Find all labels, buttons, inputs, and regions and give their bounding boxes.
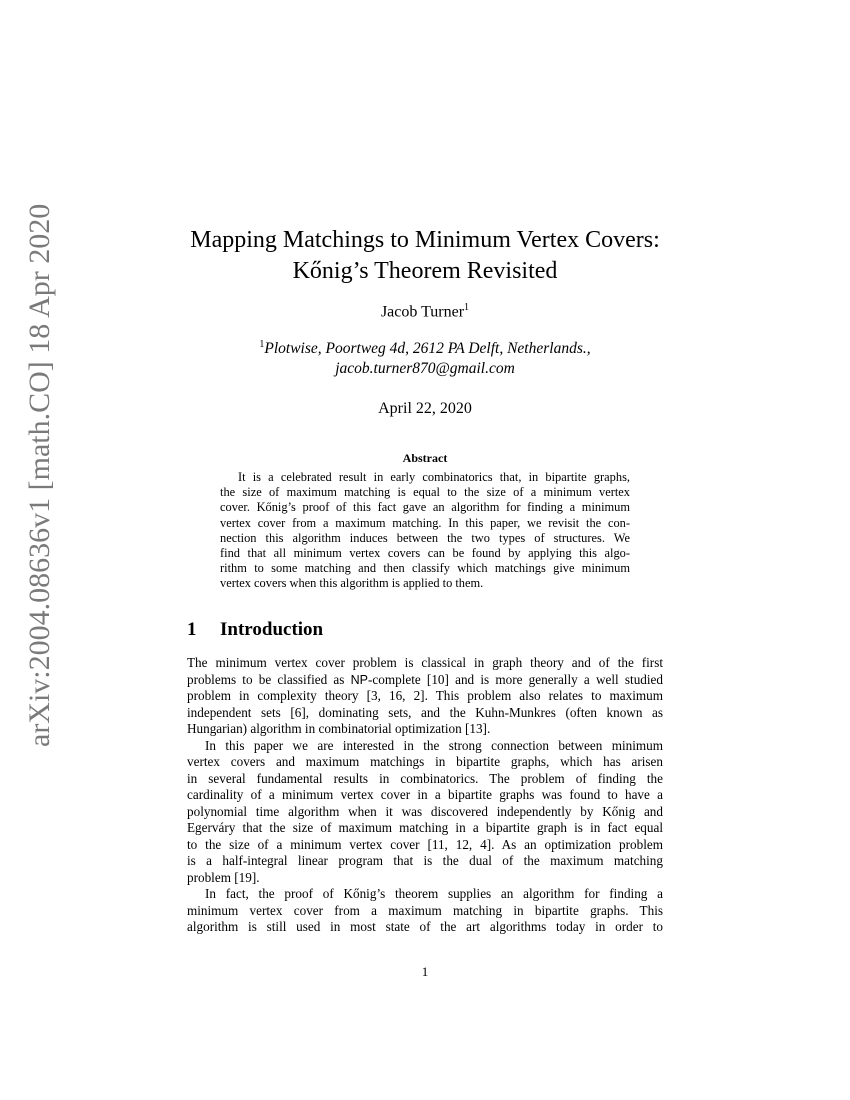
- body-line: problem in complexity theory [3, 16, 2]. This problem also relates to maximum: [187, 688, 663, 703]
- author-name: Jacob Turner: [380, 303, 465, 321]
- body-line: to the size of a minimum vertex cover [11, 12, 4]. As an optimization problem: [187, 836, 663, 852]
- abstract-line: nection this algorithm induces between the two types of structures. We: [220, 530, 630, 545]
- arxiv-identifier-stamp: arXiv:2004.08636v1 [math.CO] 18 Apr 2020: [23, 203, 56, 747]
- abstract-line: rithm to some matching and then classify which matchings give minimum: [220, 561, 630, 576]
- abstract-line: It is a celebrated result in early combinatorics that, in bipartite graphs,: [238, 470, 630, 484]
- body-line: polynomial time algorithm when it was discovered independently by Kőnig and: [187, 803, 663, 819]
- body-line: Hungarian) algorithm in combinatorial optimization [13].: [187, 721, 491, 736]
- section-title: Introduction: [220, 619, 324, 640]
- affiliation-mark: 1: [259, 339, 265, 350]
- body-line: The minimum vertex cover problem is classical in graph theory and of the first: [187, 655, 663, 670]
- body-line: in several fundamental results in combinatorics. The problem of finding the: [187, 770, 663, 786]
- page-number: 1: [421, 964, 429, 979]
- affiliation-address: Plotwise, Poortweg 4d, 2612 PA Delft, Netherlands.,: [264, 340, 591, 358]
- abstract-line: find that all minimum vertex covers can be found by applying this algo-: [220, 546, 630, 561]
- np-term: NP: [350, 672, 368, 687]
- paper-date: April 22, 2020: [378, 400, 472, 417]
- body-line: In this paper we are interested in the strong connection between minimum: [205, 737, 663, 753]
- abstract-line: the size of maximum matching is equal to the size of a minimum vertex: [220, 485, 630, 500]
- body-line: Egerváry that the size of maximum matching in a bipartite graph is in fact equal: [187, 820, 663, 835]
- section-body: [187, 655, 663, 936]
- abstract-line: vertex cover from a maximum matching. In this paper, we revisit the con-: [220, 515, 630, 530]
- body-line: In fact, the proof of Kőnig’s theorem supplies an algorithm for finding a: [205, 886, 663, 901]
- affiliation-email[interactable]: jacob.turner870@gmail.com: [335, 360, 515, 378]
- body-line: cardinality of a minimum vertex cover in a bipartite graphs was found to have a: [187, 787, 663, 802]
- section-heading: [187, 619, 663, 641]
- body-line: problem [19].: [187, 869, 260, 885]
- title-line-2: Kőnig’s Theorem Revisited: [292, 258, 558, 284]
- author: [187, 302, 663, 321]
- body-text: problems to be classified as: [187, 671, 351, 687]
- body-line: independent sets [6], dominating sets, and the Kuhn-Munkres (often known as: [187, 704, 663, 720]
- abstract-line: cover. Kőnig’s proof of this fact gave an algorithm for finding a minimum: [220, 500, 630, 515]
- body-line: minimum vertex cover from a maximum matching in bipartite graphs. This: [187, 902, 663, 918]
- title-line-1: Mapping Matchings to Minimum Vertex Covers:: [190, 227, 660, 253]
- section-number: 1: [187, 619, 197, 640]
- body-text: -complete [10] and is more generally a well studied: [368, 671, 664, 687]
- abstract-heading: Abstract: [402, 451, 448, 465]
- abstract-body: [220, 470, 630, 592]
- body-line: algorithm is still used in most state of the art algorithms today in order to: [187, 919, 663, 934]
- body-line: [187, 672, 663, 689]
- body-line: vertex covers and maximum matchings in bipartite graphs, which has arisen: [187, 754, 663, 769]
- body-line: is a half-integral linear program that is the dual of the maximum matching: [187, 853, 663, 868]
- paper-title: [187, 225, 663, 287]
- author-affiliation-mark: 1: [464, 302, 470, 313]
- abstract-line: vertex covers when this algorithm is applied to them.: [220, 576, 484, 591]
- affiliation: [187, 335, 663, 379]
